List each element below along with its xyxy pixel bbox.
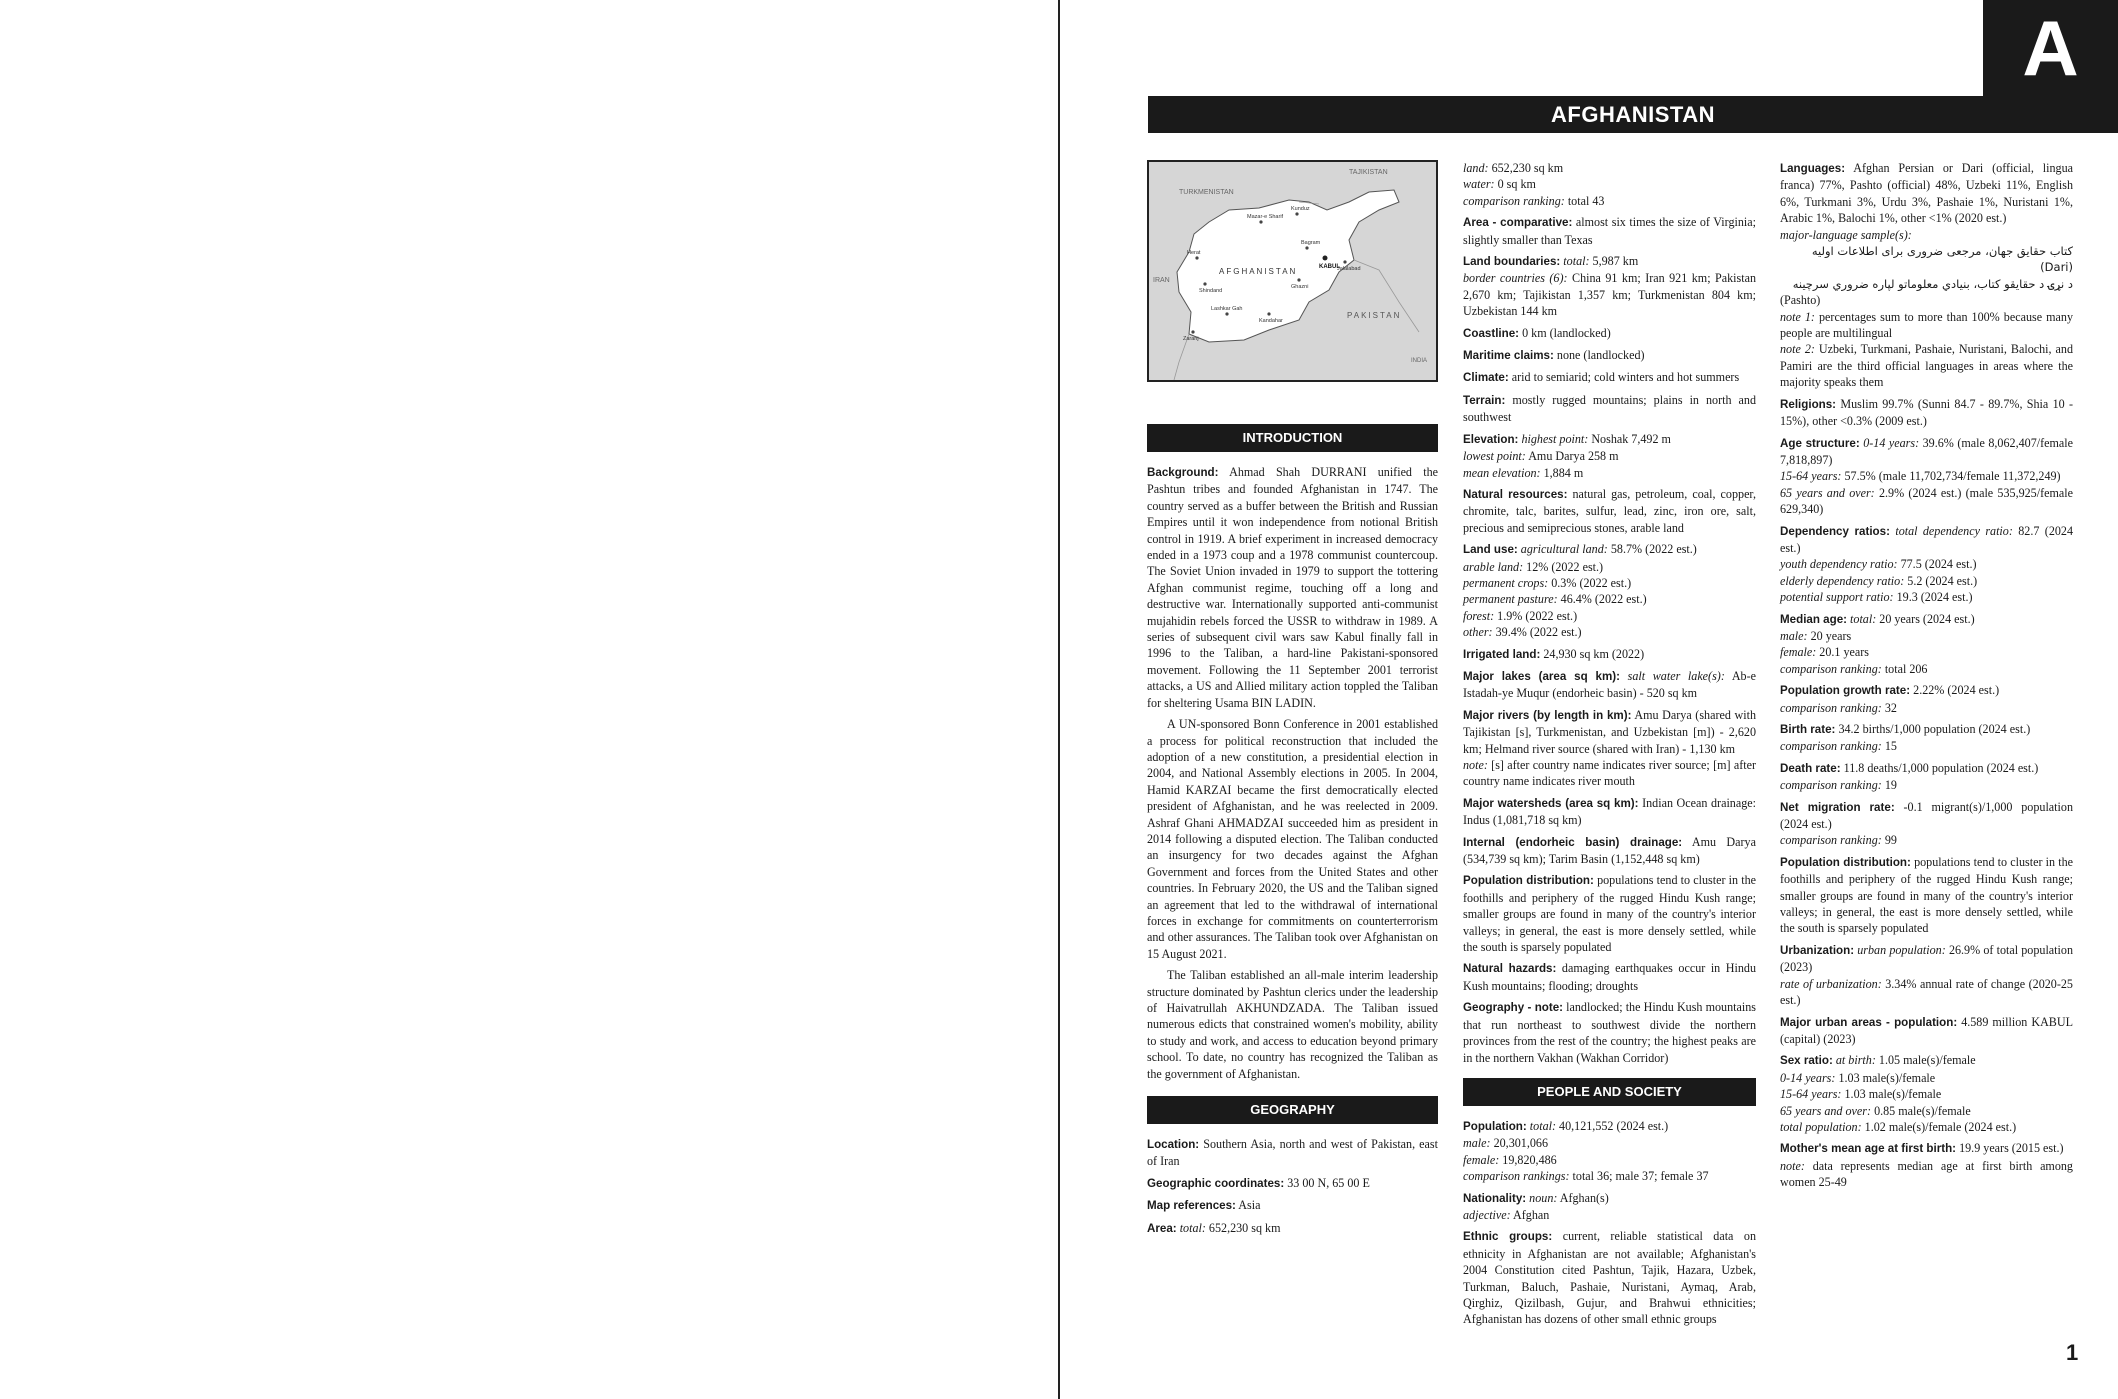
pop-female-sub: female: xyxy=(1463,1152,1500,1167)
birth-rate-value: 34.2 births/1,000 population (2024 est.) xyxy=(1838,722,2031,736)
label-kandahar: Kandahar xyxy=(1259,318,1283,324)
coords-label: Geographic coordinates: xyxy=(1147,1176,1285,1190)
watersheds-value: Indian Ocean drainage: Indus (1,081,718 sq km) xyxy=(1463,795,1757,828)
popdist2-value: populations tend to cluster in the foothills and periphery of the rugged Hindu Kush range; smaller groups are found in many of the country's interior valleys; in general, the east is more densely settled, while the south is sparsely populated xyxy=(1780,854,2073,936)
med-total: 20 years (2024 est.) xyxy=(1879,611,1975,626)
border-sub: border countries (6): xyxy=(1463,271,1568,286)
age-1564: 57.5% (male 11,702,734/female 11,372,249) xyxy=(1844,469,2061,484)
label-jalalabad: Jalalabad xyxy=(1337,266,1361,272)
med-female-sub: female: xyxy=(1780,645,1817,660)
dep-total-sub: total dependency ratio: xyxy=(1895,523,2013,538)
sex-ratio-entry xyxy=(1780,1052,2073,1135)
urban-pop-sub: urban population: xyxy=(1857,942,1946,957)
lakes-entry xyxy=(1463,668,1756,702)
water-sub: water: xyxy=(1463,177,1495,192)
urban-areas-label: Major urban areas - population: xyxy=(1780,1015,1958,1029)
pop-rank-sub: comparison rankings: xyxy=(1463,1169,1570,1184)
sex-65: 0.85 male(s)/female xyxy=(1874,1103,1971,1118)
netmig-rank: 99 xyxy=(1884,833,1897,848)
water-value: 0 sq km xyxy=(1497,177,1536,192)
label-turkmenistan: TURKMENISTAN xyxy=(1179,189,1234,196)
background-p1: Ahmad Shah DURRANI unified the Pashtun tribes and founded Afghanistan in 1747. The country served as a buffer between the British and Russian Empires until it won independence from notional British control in 1919. A brief experiment in increased democracy ended in a 1973 coup and a 1978 communist countercoup. The Soviet Union invaded in 1979 to support the tottering Afghan communist regime, touching off a long and destructive war. Internationally supported anti-communist mujahidin rebels forced the USSR to withdraw in 1989. A series of subsequent civil wars saw Kabul finally fall in 1996 to the Taliban, a hard-line Pakistani-sponsored movement. Following the 11 September 2001 terrorist attacks, a US and Allied military action toppled the Taliban for sheltering Usama BIN LADIN. xyxy=(1147,465,1439,710)
death-rate-value: 11.8 deaths/1,000 population (2024 est.) xyxy=(1843,760,2039,775)
nat-noun-sub: noun: xyxy=(1529,1190,1558,1205)
climate-entry xyxy=(1463,369,1756,386)
page-number: 1 xyxy=(2066,1340,2079,1365)
left-blank-page xyxy=(0,0,1058,1399)
net-migration-value: -0.1 migrant(s)/1,000 population (2024 est.) xyxy=(1780,799,2073,832)
urbanization-label: Urbanization: xyxy=(1780,943,1855,957)
med-total-sub: total: xyxy=(1850,611,1877,626)
urban-areas-entry xyxy=(1780,1014,2073,1048)
dep-youth: 77.5 (2024 est.) xyxy=(1900,557,1977,572)
irrigated-value: 24,930 sq km (2022) xyxy=(1543,646,1645,661)
sex-birth: 1.05 male(s)/female xyxy=(1878,1053,1976,1068)
lu-arable: 12% (2022 est.) xyxy=(1526,559,1604,574)
land-line xyxy=(1463,160,1756,176)
geonote-label: Geography - note: xyxy=(1463,1001,1564,1015)
growth-entry xyxy=(1780,682,2073,716)
sex-65-sub: 65 years and over: xyxy=(1780,1103,1872,1118)
elevation-entry xyxy=(1463,431,1756,481)
climate-label: Climate: xyxy=(1463,371,1509,385)
nat-adj-sub: adjective: xyxy=(1463,1207,1511,1222)
natres-value: natural gas, petroleum, coal, copper, chromite, talc, barites, sulfur, lead, zinc, iron ore, salt, precious and semiprecious stones, arable land xyxy=(1463,486,1756,535)
coast-label: Coastline: xyxy=(1463,326,1520,340)
age-014-sub: 0-14 years: xyxy=(1863,435,1920,450)
lu-forest-sub: forest: xyxy=(1463,608,1495,623)
lu-arable-sub: arable land: xyxy=(1463,559,1524,574)
column-2 xyxy=(1463,160,1756,1333)
birth-rank: 15 xyxy=(1884,739,1897,754)
rivers-entry xyxy=(1463,707,1756,790)
birth-rate-entry xyxy=(1780,721,2073,755)
alphabet-tab: A xyxy=(1983,0,2118,96)
ethnic-value: current, reliable statistical data on ethnicity in Afghanistan are not available; Afghanistan's 2004 Constitution cited Pashtun, Tajik, Hazara, Uzbek, Turkman, Baluch, Pashaie, Nuristani, Aymaq, Arab, Qirghiz, Qizilbash, Gujur, and Brahwui ethnicities; Afghanistan has dozens of other small ethnic groups xyxy=(1463,1229,1756,1327)
elev-high-sub: highest point: xyxy=(1521,431,1589,446)
label-afghanistan: AFGHANISTAN xyxy=(1219,267,1298,276)
popdist-value: populations tend to cluster in the foothills and periphery of the rugged Hindu Kush range; smaller groups are found in many of the country's interior valleys; in general, the east is more densely settled, while the south is sparsely populated xyxy=(1463,873,1756,955)
med-male: 20 years xyxy=(1810,628,1852,643)
age-structure-entry xyxy=(1780,435,2073,518)
growth-label: Population growth rate: xyxy=(1780,684,1911,698)
dependency-entry xyxy=(1780,523,2073,606)
lu-past-sub: permanent pasture: xyxy=(1463,592,1558,607)
lu-past: 46.4% (2022 est.) xyxy=(1560,592,1647,607)
watersheds-entry xyxy=(1463,795,1756,829)
birth-rate-label: Birth rate: xyxy=(1780,723,1836,736)
dependency-label: Dependency ratios: xyxy=(1780,524,1890,538)
med-rank-sub: comparison ranking: xyxy=(1780,661,1882,676)
mother-age-label: Mother's mean age at first birth: xyxy=(1780,1142,1957,1156)
lu-perm-sub: permanent crops: xyxy=(1463,575,1549,590)
area-total-sub: total: xyxy=(1179,1220,1206,1235)
country-title: AFGHANISTAN xyxy=(1148,96,2118,133)
section-people: PEOPLE AND SOCIETY xyxy=(1463,1078,1756,1106)
right-page xyxy=(1060,0,2118,1399)
net-migration-label: Net migration rate: xyxy=(1780,800,1895,814)
geonote-entry xyxy=(1463,999,1756,1066)
pop-rank: total 36; male 37; female 37 xyxy=(1572,1169,1709,1184)
areacomp-value: almost six times the size of Virginia; slightly smaller than Texas xyxy=(1463,215,1757,247)
mother-note: data represents median age at first birth among women 25-49 xyxy=(1780,1158,2073,1190)
dari-sample xyxy=(1780,243,2073,276)
hazards-label: Natural hazards: xyxy=(1463,962,1557,976)
land-sub: land: xyxy=(1463,161,1489,175)
lu-other: 39.4% (2022 est.) xyxy=(1495,625,1582,640)
coords-value: 33 00 N, 65 00 E xyxy=(1287,1175,1370,1190)
areacomp-entry xyxy=(1463,214,1756,248)
location-entry xyxy=(1147,1136,1438,1170)
boundaries-entry xyxy=(1463,253,1756,320)
lu-forest: 1.9% (2022 est.) xyxy=(1497,608,1578,623)
elev-low: Amu Darya 258 m xyxy=(1528,449,1619,464)
lang-note1-sub: note 1: xyxy=(1780,309,1815,324)
natres-label: Natural resources: xyxy=(1463,487,1568,501)
rivers-value: Amu Darya (shared with Tajikistan [s], Turkmenistan, and Uzbekistan [m]) - 2,620 km; Helmand river source (shared with Iran) - 1,130 km xyxy=(1463,707,1756,756)
rivers-note-sub: note: xyxy=(1463,758,1488,772)
mother-age-value: 19.9 years (2015 est.) xyxy=(1959,1141,2064,1156)
religions-label: Religions: xyxy=(1780,397,1837,411)
label-zaranj: Zaranj xyxy=(1183,336,1199,342)
religions-value: Muslim 99.7% (Sunni 84.7 - 89.7%, Shia 10 - 15%), other <0.3% (2009 est.) xyxy=(1780,396,2073,429)
elev-low-sub: lowest point: xyxy=(1463,449,1526,464)
death-rank: 19 xyxy=(1884,778,1897,793)
column-1 xyxy=(1147,160,1438,1242)
area-entry xyxy=(1147,1220,1438,1237)
boundaries-total-sub: total: xyxy=(1563,254,1590,269)
label-pakistan: PAKISTAN xyxy=(1347,311,1402,320)
internal-drainage-label: Internal (endorheic basin) drainage: xyxy=(1463,835,1683,849)
elev-mean-sub: mean elevation: xyxy=(1463,465,1541,480)
growth-rank: 32 xyxy=(1884,700,1897,715)
internal-drainage-value: Amu Darya (534,739 sq km); Tarim Basin (1,152,448 sq km) xyxy=(1463,834,1756,867)
label-shindand: Shindand xyxy=(1199,288,1223,294)
net-migration-entry xyxy=(1780,799,2073,849)
mapref-value: Asia xyxy=(1238,1198,1261,1213)
geonote-value: landlocked; the Hindu Kush mountains that run northeast to southwest divide the northern provinces from the rest of the country; the highest peaks are in the northern Vakhan (Wakhan Corridor) xyxy=(1463,1000,1756,1065)
urban-pop: 26.9% of total population (2023) xyxy=(1780,942,2073,975)
coast-entry xyxy=(1463,325,1756,342)
nationality-entry xyxy=(1463,1190,1756,1224)
area-rank-line xyxy=(1463,193,1756,209)
elevation-label: Elevation: xyxy=(1463,432,1519,446)
column-3 xyxy=(1780,160,2073,1196)
religions-entry xyxy=(1780,396,2073,430)
pop-female: 19,820,486 xyxy=(1502,1152,1557,1167)
map-graphic xyxy=(1149,162,1436,380)
mapref-entry xyxy=(1147,1197,1438,1214)
dep-total: 82.7 (2024 est.) xyxy=(1780,523,2074,555)
pop-total: 40,121,552 (2024 est.) xyxy=(1559,1118,1669,1133)
sex-ratio-label: Sex ratio: xyxy=(1780,1054,1833,1068)
popdist2-entry xyxy=(1780,854,2073,937)
water-line xyxy=(1463,176,1756,192)
netmig-rank-sub: comparison ranking: xyxy=(1780,833,1882,848)
growth-rank-sub: comparison ranking: xyxy=(1780,700,1882,715)
age-structure-label: Age structure: xyxy=(1780,436,1860,450)
lang-note1: percentages sum to more than 100% because many people are multilingual xyxy=(1780,309,2073,341)
label-kabul: KABUL xyxy=(1319,264,1340,270)
background-p3: The Taliban established an all-male interim leadership structure dominated by Pashtun clerics under the leadership of Haivatrullah AKHUNDZADA. The Taliban issued numerous edicts that constrained women's mobility, ability to study and work, and access to education beyond primary school. To date, no country has recognized the Taliban as the government of Afghanistan. xyxy=(1147,968,1438,1081)
background-entry xyxy=(1147,464,1438,711)
hazards-entry xyxy=(1463,960,1756,994)
lakes-sub: salt water lake(s): xyxy=(1627,668,1725,683)
age-65-sub: 65 years and over: xyxy=(1780,485,1875,500)
age-014: 39.6% (male 8,062,407/female 7,818,897) xyxy=(1780,435,2073,467)
area-rank-sub: comparison ranking: xyxy=(1463,193,1565,208)
label-mazar: Mazar-e Sharif xyxy=(1247,214,1284,220)
internal-drainage-entry xyxy=(1463,834,1756,868)
nat-adj: Afghan xyxy=(1513,1207,1550,1222)
sex-1564-sub: 15-64 years: xyxy=(1780,1087,1842,1102)
age-65: 2.9% (2024 est.) (male 535,925/female 629,340) xyxy=(1780,485,2073,517)
elev-mean: 1,884 m xyxy=(1543,465,1584,480)
lakes-value: Ab-e Istadah-ye Muqur (endorheic basin) - 520 sq km xyxy=(1463,668,1756,701)
nat-noun: Afghan(s) xyxy=(1559,1190,1609,1205)
maritime-label: Maritime claims: xyxy=(1463,349,1554,363)
dep-support: 19.3 (2024 est.) xyxy=(1896,590,1973,605)
terrain-label: Terrain: xyxy=(1463,393,1506,407)
area-rank-value: total 43 xyxy=(1567,193,1605,208)
languages-entry xyxy=(1780,160,2073,391)
label-ghazni: Ghazni xyxy=(1291,284,1309,290)
nationality-label: Nationality: xyxy=(1463,1191,1527,1205)
urbanization-entry xyxy=(1780,942,2073,1009)
urban-areas-value: 4.589 million KABUL (capital) (2023) xyxy=(1780,1014,2073,1046)
label-tajikistan: TAJIKISTAN xyxy=(1349,169,1388,176)
landuse-label: Land use: xyxy=(1463,543,1518,557)
label-lashkar: Lashkar Gah xyxy=(1211,306,1243,312)
irrigated-entry xyxy=(1463,646,1756,663)
lang-note2: Uzbeki, Turkmani, Pashaie, Nuristani, Balochi, and Pamiri are the third official languages in areas where the majority speaks them xyxy=(1780,342,2074,390)
pashto-sample: د نړۍ د حقایقو کتاب، بنیادي معلوماتو لپاره ضروري سرچینه xyxy=(1792,276,2073,291)
landuse-entry xyxy=(1463,541,1756,640)
sex-014: 1.03 male(s)/female xyxy=(1838,1070,1936,1085)
ethnic-label: Ethnic groups: xyxy=(1463,1230,1553,1244)
border-value: China 91 km; Iran 921 km; Pakistan 2,670 km; Tajikistan 1,357 km; Turkmenistan 804 km; Uzbekistan 144 km xyxy=(1463,271,1756,319)
median-age-entry xyxy=(1780,611,2073,678)
lu-perm: 0.3% (2022 est.) xyxy=(1551,575,1632,590)
lu-ag: 58.7% (2022 est.) xyxy=(1610,542,1697,557)
elev-high: Noshak 7,492 m xyxy=(1591,431,1671,446)
label-herat: Herat xyxy=(1187,250,1201,256)
urban-rate-sub: rate of urbanization: xyxy=(1780,976,1882,991)
urban-rate: 3.34% annual rate of change (2020-25 est.) xyxy=(1780,976,2073,1008)
dep-youth-sub: youth dependency ratio: xyxy=(1780,557,1898,572)
sex-total: 1.02 male(s)/female (2024 est.) xyxy=(1864,1119,2017,1134)
section-introduction: INTRODUCTION xyxy=(1147,424,1438,452)
population-label: Population: xyxy=(1463,1119,1527,1133)
lakes-label: Major lakes (area sq km): xyxy=(1463,669,1620,683)
popdist2-label: Population distribution: xyxy=(1780,855,1911,869)
popdist-label: Population distribution: xyxy=(1463,874,1594,888)
label-iran: IRAN xyxy=(1153,277,1170,284)
mapref-label: Map references: xyxy=(1147,1199,1236,1213)
dep-elder: 5.2 (2024 est.) xyxy=(1907,573,1978,588)
area-label: Area: xyxy=(1147,1221,1177,1235)
location-label: Location: xyxy=(1147,1138,1200,1152)
terrain-value: mostly rugged mountains; plains in north and southwest xyxy=(1463,392,1757,425)
dep-elder-sub: elderly dependency ratio: xyxy=(1780,573,1905,588)
death-rank-sub: comparison ranking: xyxy=(1780,778,1882,793)
hazards-value: damaging earthquakes occur in Hindu Kush mountains; flooding; droughts xyxy=(1463,961,1756,993)
median-age-label: Median age: xyxy=(1780,612,1847,626)
background-label: Background: xyxy=(1147,466,1219,479)
birth-rank-sub: comparison ranking: xyxy=(1780,739,1882,754)
rivers-label: Major rivers (by length in km): xyxy=(1463,708,1632,722)
population-entry xyxy=(1463,1118,1756,1185)
boundaries-total: 5,987 km xyxy=(1592,254,1639,269)
label-india: INDIA xyxy=(1411,358,1428,364)
ethnic-entry xyxy=(1463,1228,1756,1327)
mother-age-entry xyxy=(1780,1140,2073,1190)
lang-sample-sub: major-language sample(s): xyxy=(1780,227,1912,242)
location-value: Southern Asia, north and west of Pakistan, east of Iran xyxy=(1147,1137,1438,1169)
lu-other-sub: other: xyxy=(1463,625,1493,640)
pashto-tag: (Pashto) xyxy=(1780,293,1821,308)
maritime-entry xyxy=(1463,347,1756,364)
pop-male-sub: male: xyxy=(1463,1136,1491,1151)
climate-value: arid to semiarid; cold winters and hot summers xyxy=(1511,370,1740,385)
sex-014-sub: 0-14 years: xyxy=(1780,1070,1836,1085)
kabul-marker xyxy=(1323,256,1328,261)
natres-entry xyxy=(1463,486,1756,536)
land-value: 652,230 sq km xyxy=(1491,161,1564,175)
label-bagram: Bagram xyxy=(1301,240,1321,246)
label-kunduz: Kunduz xyxy=(1291,206,1310,212)
terrain-entry xyxy=(1463,392,1756,426)
coast-value: 0 km (landlocked) xyxy=(1522,325,1611,340)
med-female: 20.1 years xyxy=(1819,645,1870,660)
areacomp-label: Area - comparative: xyxy=(1463,216,1573,230)
coords-entry xyxy=(1147,1175,1438,1192)
country-map xyxy=(1147,160,1438,382)
watersheds-label: Major watersheds (area sq km): xyxy=(1463,796,1639,810)
mother-note-sub: note: xyxy=(1780,1158,1805,1173)
death-rate-label: Death rate: xyxy=(1780,761,1841,775)
lang-note2-sub: note 2: xyxy=(1780,342,1815,357)
sex-1564: 1.03 male(s)/female xyxy=(1844,1087,1942,1102)
background-p2: A UN-sponsored Bonn Conference in 2001 established a process for political reconstruction that included the adoption of a new constitution, a presidential election in 2004, and National Assembly elections in 2005. In 2004, Hamid KARZAI became the first democratically elected president of Afghanistan, and he was reelected in 2009. Ashraf Ghani AHMADZAI succeeded him as president in 2014 following a disputed election. The Taliban conducted an insurgency for two decades against the Afghan Government and forces from the United States and other countries. In February 2020, the US and the Taliban signed an agreement that led to the withdrawal of international forces in exchange for commitments on counterterrorism and other assurances. The Taliban took over Afghanistan on 15 August 2021. xyxy=(1147,717,1438,961)
irrigated-label: Irrigated land: xyxy=(1463,647,1541,661)
languages-label: Languages: xyxy=(1780,162,1846,175)
sex-birth-sub: at birth: xyxy=(1835,1053,1876,1068)
boundaries-label: Land boundaries: xyxy=(1463,255,1561,269)
section-geography: GEOGRAPHY xyxy=(1147,1096,1438,1124)
pop-total-sub: total: xyxy=(1529,1118,1556,1133)
death-rate-entry xyxy=(1780,760,2073,794)
dep-support-sub: potential support ratio: xyxy=(1780,590,1894,605)
age-1564-sub: 15-64 years: xyxy=(1780,469,1842,484)
rivers-note: [s] after country name indicates river source; [m] after country name indicates river mouth xyxy=(1463,758,1756,789)
sex-total-sub: total population: xyxy=(1780,1119,1862,1134)
languages-value: Afghan Persian or Dari (official, lingua franca) 77%, Pashto (official) 48%, Uzbeki 11%, English 6%, Turkmani 3%, Urdu 3%, Pashaie 1%, Nuristani 1%, Arabic 1%, Balochi 1%, other <1% (2020 est.) xyxy=(1780,161,2074,226)
pop-male: 20,301,066 xyxy=(1493,1136,1548,1151)
med-rank: total 206 xyxy=(1884,661,1928,676)
growth-value: 2.22% (2024 est.) xyxy=(1913,683,2000,698)
med-male-sub: male: xyxy=(1780,628,1808,643)
area-total: 652,230 sq km xyxy=(1208,1220,1281,1235)
maritime-value: none (landlocked) xyxy=(1556,348,1645,363)
dari-text: کتاب حقایق جهان، مرجعی ضروری برای اطلاعات اولیه xyxy=(1811,244,2073,259)
lu-ag-sub: agricultural land: xyxy=(1520,542,1608,557)
dari-tag: (Dari) xyxy=(2040,260,2073,275)
popdist-entry xyxy=(1463,872,1756,955)
